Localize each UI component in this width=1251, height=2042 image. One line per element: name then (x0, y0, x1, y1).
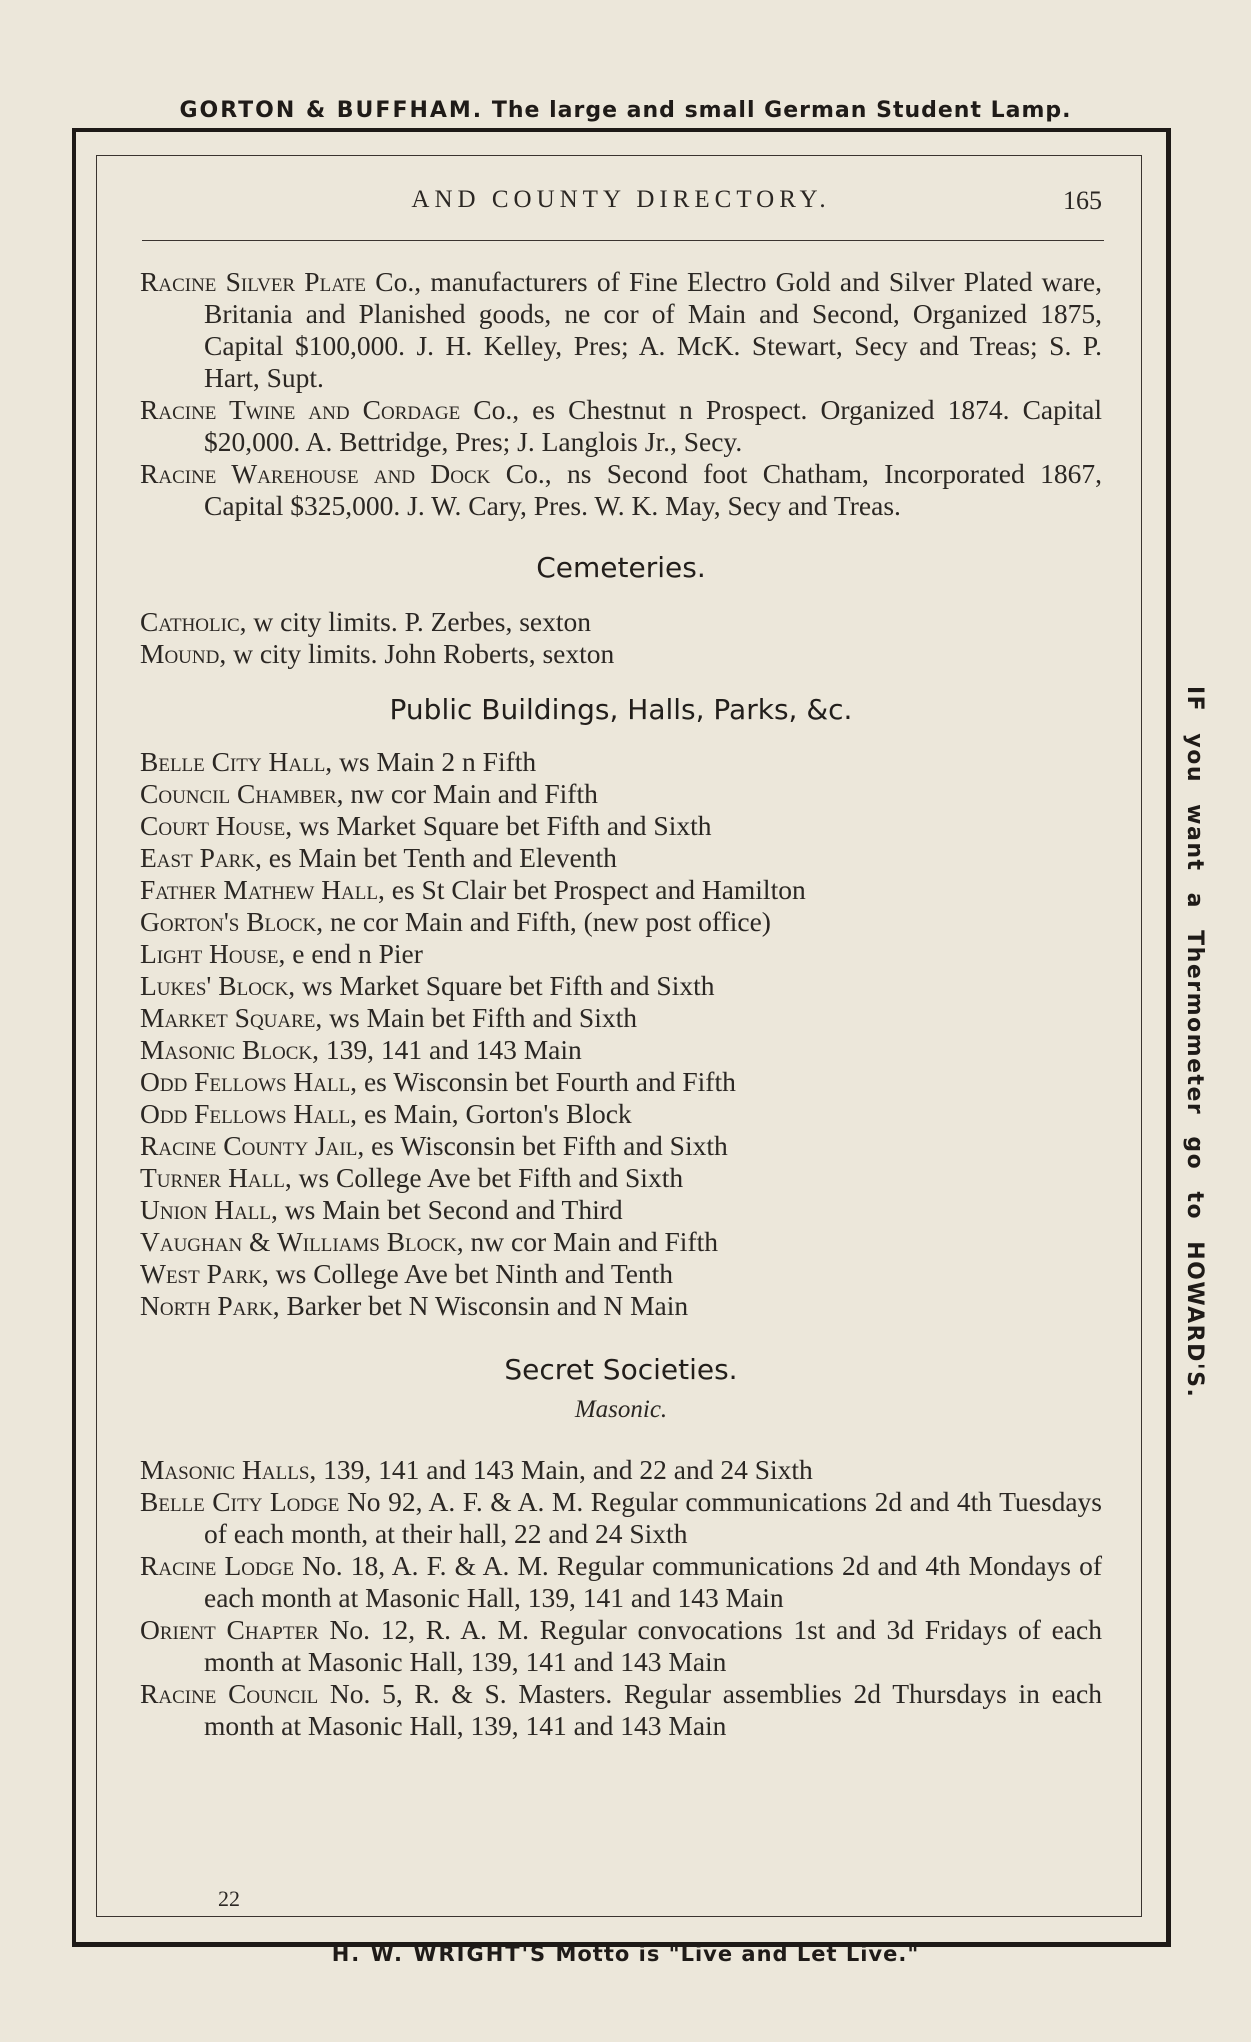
building-entry (140, 1194, 1102, 1226)
entry-text: ws Main 2 n Fifth (332, 746, 537, 777)
building-entry (140, 810, 1102, 842)
entry-text: es Wisconsin bet Fifth and Sixth (364, 1130, 728, 1161)
side-advertisement: IF you want a Thermometer go to HOWARD'S. (1182, 686, 1207, 1399)
entry-name: Turner Hall, (140, 1162, 292, 1193)
entry-text: No. 18, A. F. & A. M. Regular communications 2d and 4th Mondays of each month at Masonic Hall, 139, 141 and 143 Main (204, 1550, 1102, 1613)
entry-text: No. 12, R. A. M. Regular convocations 1st and 3d Fridays of each month at Masonic Hall, 139, 141 and 143 Main (204, 1614, 1102, 1677)
entry-name: Court House, (140, 810, 293, 841)
entry-name: Racine Silver Plate (140, 266, 367, 297)
entry-name: East Park, (140, 842, 262, 873)
building-entry (140, 1098, 1102, 1130)
entry-name: Market Square, (140, 1002, 323, 1033)
entry-text: ws Main bet Fifth and Sixth (322, 1002, 637, 1033)
building-entry (140, 1034, 1102, 1066)
entry-text: ws College Ave bet Fifth and Sixth (291, 1162, 684, 1193)
entry-name: Orient Chapter (140, 1614, 319, 1645)
entry-text: 139, 141 and 143 Main, and 22 and 24 Sixth (316, 1454, 813, 1485)
entry-name: Racine Lodge (140, 1550, 295, 1581)
building-entry (140, 970, 1102, 1002)
running-head (140, 186, 1102, 220)
public-buildings-heading: Public Buildings, Halls, Parks, &c. (389, 693, 853, 726)
entry-name: Father Mathew Hall, (140, 874, 385, 905)
society-entry (140, 1486, 1102, 1550)
cemeteries-heading: Cemeteries. (536, 551, 706, 584)
directory-content (140, 266, 1102, 1742)
building-entry (140, 842, 1102, 874)
entry-text: ws Market Square bet Fifth and Sixth (292, 810, 712, 841)
entry-text: es Wisconsin bet Fourth and Fifth (357, 1066, 736, 1097)
entry-text: ws Market Square bet Fifth and Sixth (295, 970, 715, 1001)
company-entry (140, 458, 1102, 522)
societies-list (140, 1454, 1102, 1742)
cemeteries-list (140, 606, 1102, 670)
building-entry (140, 1258, 1102, 1290)
building-entry (140, 1130, 1102, 1162)
building-entry (140, 1226, 1102, 1258)
entry-text: ws Main bet Second and Third (277, 1194, 623, 1225)
entry-name: Racine Council (140, 1678, 319, 1709)
entry-name: Catholic, (140, 606, 247, 637)
entry-text: Co., es Chestnut n Prospect. Organized 1874. Capital $20,000. A. Bettridge, Pres; J. Langlois Jr., Secy. (204, 394, 1102, 457)
entry-text: e end n Pier (285, 938, 423, 969)
bottom-ad-text: Motto is "Live and Let Live." (555, 1942, 920, 1966)
entry-name: Belle City Lodge (140, 1486, 340, 1517)
entry-text: w city limits. P. Zerbes, sexton (246, 606, 591, 637)
masonic-subheading: Masonic. (574, 1396, 668, 1423)
building-entry (140, 906, 1102, 938)
building-entry (140, 778, 1102, 810)
entry-text: ne cor Main and Fifth, (new post office) (323, 906, 771, 937)
entry-name: Masonic Block, (140, 1034, 319, 1065)
entry-text: ws College Ave bet Ninth and Tenth (268, 1258, 674, 1289)
company-entry (140, 394, 1102, 458)
building-entry (140, 938, 1102, 970)
society-entry (140, 1550, 1102, 1614)
entry-text: No. 5, R. & S. Masters. Regular assemblies 2d Thursdays in each month at Masonic Hall, 139, 141 and 143 Main (204, 1678, 1102, 1741)
building-entry (140, 1162, 1102, 1194)
top-ad-text: The large and small German Student Lamp. (491, 98, 1072, 123)
entry-text: es Main bet Tenth and Eleventh (261, 842, 617, 873)
entry-name: North Park, (140, 1290, 280, 1321)
page-title: AND COUNTY DIRECTORY. (411, 186, 831, 213)
entry-text: nw cor Main and Fifth (343, 778, 598, 809)
entry-name: West Park, (140, 1258, 269, 1289)
company-list (140, 266, 1102, 522)
entry-name: Union Hall, (140, 1194, 278, 1225)
entry-name: Odd Fellows Hall, (140, 1098, 358, 1129)
entry-name: Racine Twine and Cordage (140, 394, 461, 425)
entry-text: es Main, Gorton's Block (357, 1098, 632, 1129)
entry-text: w city limits. John Roberts, sexton (226, 638, 615, 669)
entry-text: Barker bet N Wisconsin and N Main (279, 1290, 689, 1321)
entry-text: 139, 141 and 143 Main (319, 1034, 582, 1065)
society-entry (140, 1614, 1102, 1678)
cemetery-entry (140, 638, 1102, 670)
building-entry (140, 1290, 1102, 1322)
entry-name: Council Chamber, (140, 778, 344, 809)
entry-text: nw cor Main and Fifth (463, 1226, 718, 1257)
signature-mark: 22 (218, 1886, 240, 1911)
page-number: 165 (1063, 186, 1102, 215)
public-buildings-list (140, 746, 1102, 1322)
entry-text: Co., ns Second foot Chatham, Incorporated 1867, Capital $325,000. J. W. Cary, Pres. W. K. May, Secy and Treas. (204, 458, 1102, 521)
building-entry (140, 1002, 1102, 1034)
entry-name: Lukes' Block, (140, 970, 296, 1001)
bottom-ad-lead: H. W. WRIGHT'S (331, 1942, 548, 1966)
secret-societies-heading: Secret Societies. (504, 1353, 738, 1386)
entry-name: Masonic Halls, (140, 1454, 317, 1485)
top-ad-lead: GORTON & BUFFHAM. (179, 98, 484, 123)
entry-name: Light House, (140, 938, 286, 969)
entry-name: Belle City Hall, (140, 746, 333, 777)
company-entry (140, 266, 1102, 394)
building-entry (140, 746, 1102, 778)
top-advertisement (0, 98, 1251, 123)
bottom-advertisement (0, 1942, 1251, 1966)
entry-name: Vaughan & Williams Block, (140, 1226, 464, 1257)
entry-text: No 92, A. F. & A. M. Regular communications 2d and 4th Tuesdays of each month, at their hall, 22 and 24 Sixth (204, 1486, 1102, 1549)
header-rule (142, 240, 1104, 241)
society-entry (140, 1454, 1102, 1486)
entry-text: Co., manufacturers of Fine Electro Gold and Silver Plated ware, Britania and Planished goods, ne cor of Main and Second, Organized 1875, Capital $100,000. J. H. Kelley, Pres; A. McK. Stewart, Secy and Treas; S. P. Hart, Supt. (204, 266, 1102, 393)
building-entry (140, 1066, 1102, 1098)
society-entry (140, 1678, 1102, 1742)
entry-name: Racine County Jail, (140, 1130, 365, 1161)
building-entry (140, 874, 1102, 906)
entry-name: Racine Warehouse and Dock (140, 458, 491, 489)
entry-name: Mound, (140, 638, 227, 669)
entry-name: Gorton's Block, (140, 906, 324, 937)
entry-name: Odd Fellows Hall, (140, 1066, 358, 1097)
entry-text: es St Clair bet Prospect and Hamilton (384, 874, 806, 905)
cemetery-entry (140, 606, 1102, 638)
